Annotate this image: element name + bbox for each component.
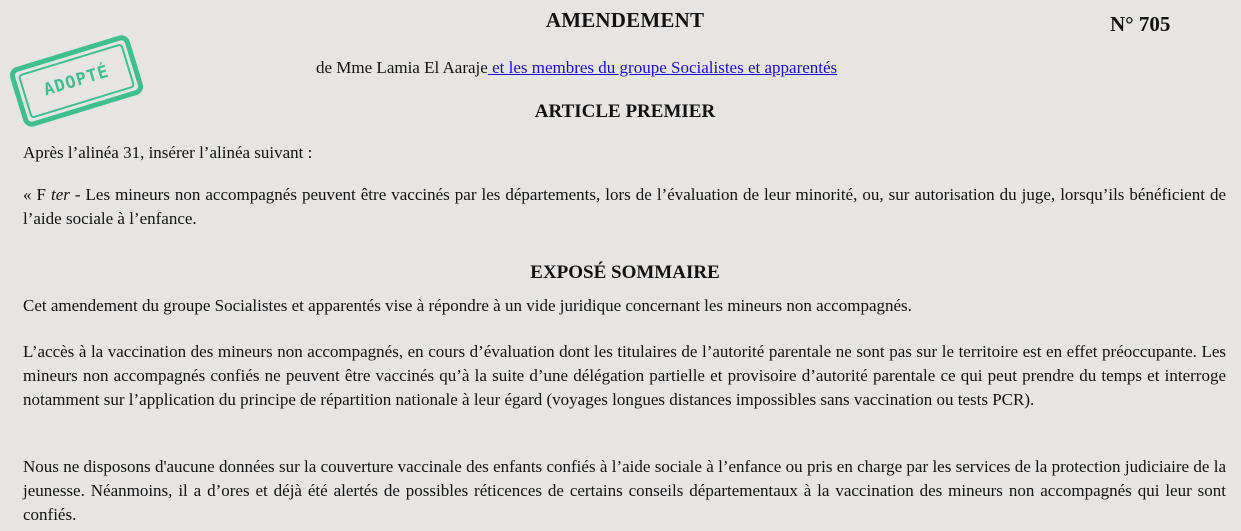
expose-paragraph: Nous ne disposons d'aucune données sur la couverture vaccinale des enfants confiés à l’aide sociale à l’enfance ou pris en charge par les services de la protection judiciaire de la jeunesse. Néanmoins, il a d’ores et déjà été alertés de possibles réticences de certains conseils départementaux à la vaccination des mineurs non accompagnés qui leur sont confiés. — [23, 457, 1226, 524]
authors-group-link[interactable]: et les membres du groupe Socialistes et apparentés — [487, 58, 838, 77]
stamp-text: ADOPTÉ — [41, 61, 112, 101]
insert-body: - Les mineurs non accompagnés peuvent être vaccinés par les départements, lors de l’évaluation de leur minorité, ou, sur autorisation du juge, lorsqu’ils bénéficient de l’aide sociale à l’enfance. — [23, 185, 1226, 228]
amendment-title: AMENDEMENT — [545, 8, 705, 32]
amendment-number: N° 705 — [1110, 12, 1171, 36]
article-inserted-text — [23, 183, 1226, 231]
article-heading: ARTICLE PREMIER — [534, 101, 716, 122]
amendment-authors — [316, 58, 837, 78]
article-instruction: Après l’alinéa 31, insérer l’alinéa suivant : — [23, 143, 313, 162]
expose-paragraph: L’accès à la vaccination des mineurs non accompagnés, en cours d’évaluation dont les titulaires de l’autorité parentale ne sont pas sur le territoire est en effet préoccupante. Les mineurs non accompagnés confiés ne peuvent être vaccinés qu’à la suite d’une délégation partielle et provisoire d’autorité parentale ce qui peut prendre du temps et interroge notamment sur l’application du principe de répartition nationale à leur égard (voyages longues distances impossibles sans vaccination ou tests PCR). — [23, 342, 1226, 409]
insert-ter: ter — [50, 185, 70, 204]
expose-paragraph: Cet amendement du groupe Socialistes et apparentés vise à répondre à un vide juridique concernant les mineurs non accompagnés. — [23, 296, 912, 315]
expose-heading: EXPOSÉ SOMMAIRE — [530, 262, 720, 283]
amendment-header — [0, 0, 1241, 101]
insert-prefix: « F — [23, 185, 51, 204]
authors-prefix: de Mme Lamia El Aaraje — [316, 58, 488, 77]
